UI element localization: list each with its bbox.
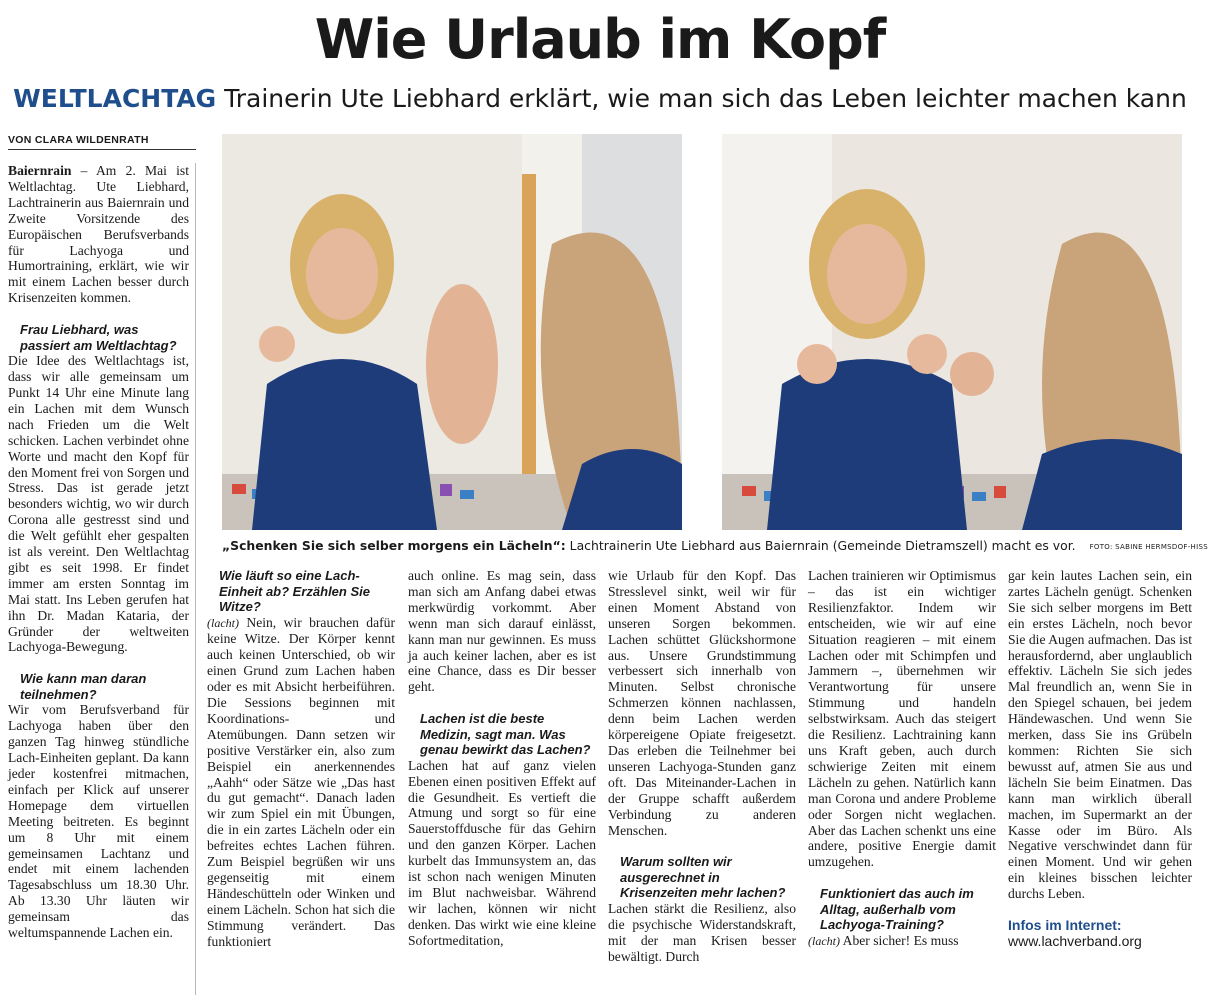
photo-credit: FOTO: SABINE HERMSDOF-HISS [1089,543,1208,551]
photo-thumbs-up [722,134,1182,530]
interview-question: Funktioniert das auch im Alltag, außerhalb vom Lachyoga-Training? [820,886,974,933]
location-dateline: Baiernrain [8,163,72,178]
photo-caption [222,538,1208,553]
interview-answer: Lachen hat auf ganz vielen Ebenen einen positiven Effekt auf die Gesundheit. Es vertieft die Atmung und sorgt so für eine Sauerstoffdusche für das Gehirn und den ganzen Körper. Lachen kurbelt das Immunsystem an, das ist schon nach wenigen Minuten im Blut nachweisbar. Während wir lachen, können wir nicht denken. Das wirkt wie eine kleine Sofortmeditation, [408,757,596,948]
article-column-1 [8,163,196,995]
interview-answer: auch online. Es mag sein, dass man sich am Anfang dabei etwas merkwürdig vorkommt. Aber wenn man sich darauf einlässt, kann man nur gewinnen. Es muss ja auch keiner lachen, aber es ist eine Chance, dass es Dir besser geht. [408,568,596,695]
interview-question: Lachen ist die beste Medizin, sagt man. Was genau bewirkt das Lachen? [420,711,591,758]
interview-question: Wie kann man daran teilnehmen? [20,671,147,702]
subheadline-text: Trainerin Ute Liebhard erklärt, wie man sich das Leben leichter machen kann [224,84,1187,113]
byline: VON CLARA WILDENRATH [8,134,196,150]
article-column-4 [608,568,796,996]
interview-answer: gar kein lautes Lachen sein, ein zartes Lächeln genügt. Schenken Sie sich selber morgens im Bett ein erstes Lächeln, noch bevor Sie die Augen aufmachen. Das ist herausfordernd, aber unglaublich effektiv. Lächeln Sie sich jedes Mal freundlich an, wenn Sie in den Spiegel schauen, bei jedem Händewaschen. Und wenn Sie merken, dass Sie ins Grübeln kommen: Richten Sie sich bewusst auf, atmen Sie aus und lächeln Sie beim Einatmen. Das kann man wirklich überall machen, im Supermarkt an der Kasse oder im Büro. Als Negative verschwindet dann für einen Moment. Und wir gehen ein kleines bisschen leichter durchs Leben. [1008,568,1192,902]
interview-answer: Lachen stärkt die Resilienz, also die psychische Widerstandskraft, mit der man Krisen besser bewältigt. Durch [608,900,796,964]
article-column-3 [408,568,596,996]
subheadline-kicker: WELTLACHTAG [13,84,217,113]
caption-text: Lachtrainerin Ute Liebhard aus Baiernrain (Gemeinde Dietramszell) macht es vor. [569,538,1076,553]
interview-question: Frau Liebhard, was passiert am Weltlachtag? [20,322,177,353]
caption-quote: „Schenken Sie sich selber morgens ein Lächeln“: [222,538,566,553]
infos-link[interactable]: www.lachverband.org [1008,932,1142,949]
article-column-5 [808,568,996,996]
headline: Wie Urlaub im Kopf [314,8,886,71]
photo-mirror-gesture [222,134,682,530]
interview-question: Wie läuft so eine Lach-Einheit ab? Erzählen Sie Witze? [219,568,370,614]
interview-answer: Wir vom Berufsverband für Lachyoga haben über den ganzen Tag hinweg stündliche Lach-Einheiten geplant. Da kann jeder kostenfrei mitmachen, einfach per Klick auf unserer Homepage dem virtuellen Meeting beitreten. Es beginnt um 8 Uhr mit einem gemeinsamen Lachtanz und endet mit einem lachenden Tagesabschluss um 18.30 Uhr. Ab 13.30 Uhr läuten wir gemeinsam das weltumspannende Lachen ein. [8,702,189,941]
infos-title: Infos im Internet: [1008,917,1122,934]
interview-answer: (lacht) Aber sicher! Es muss [808,932,959,948]
article-column-2 [207,568,395,996]
intro-paragraph: Baiernrain – Am 2. Mai ist Weltlachtag. Ute Liebhard, Lachtrainerin aus Baiernrain und Zweite Vorsitzende des Europäischen Berufsverbands für Lachyoga und Humortraining, erklärt, wie wir mit einem Lachen besser durch Krisenzeiten kommen. [8,163,189,306]
article-column-6 [1008,568,1192,996]
subheadline [0,84,1200,113]
interview-answer: Die Idee des Weltlachtags ist, dass wir alle gemeinsam um Punkt 14 Uhr eine Minute lang ein Lachen mit dem Wunsch nach Frieden um die Welt schicken. Lachen verbindet ohne Worte und macht den Kopf für den Moment frei von Sorgen und Stress. Das ist gerade jetzt besonders wichtig, wo wir durch Corona alle gestresst sind und die Welt gefühlt eher gespalten ist als vereint. Den Weltlachtag gibt es seit 1998. Er findet immer am ersten Sonntag im Mai statt. Ins Leben gerufen hat ihn Dr. Madan Kataria, der Gründer der weltweiten Lachyoga-Bewegung. [8,353,189,655]
interview-question: Warum sollten wir ausgerechnet in Krisenzeiten mehr lachen? [620,854,786,901]
interview-answer: wie Urlaub für den Kopf. Das Stresslevel sinkt, weil wir für einen Moment Abstand von unseren Sorgen bekommen. Lachen schüttet Glückshormone aus. Unsere Grundstimmung verbessert sich innerhalb von Minuten. Selbst chronische Schmerzen können nachlassen, denn beim Lachen werden körpereigene Opiate freigesetzt. Das erleben die Teilnehmer bei unseren Lachyoga-Stunden ganz oft. Das Miteinander-Lachen in der Gruppe schafft außerdem Verbindung zu anderen Menschen. [608,568,796,838]
interview-answer: (lacht) Nein, wir brauchen dafür keine Witze. Der Körper kennt auch keinen Unterschied, ob wir einen Grund zum Lachen haben oder es mit Absicht herbeiführen. Die Sessions beginnen mit Koordinations- und Atemübungen. Dann setzen wir positive Verstärker ein, also zum Beispiel ein anerkennendes „Aahh“ oder Sätze wie „Das hast du gut gemacht“. Danach laden wir zum Spiel ein mit Übungen, die in ein zartes Lächeln oder ein befreites echtes Lachen führen. Zum Beispiel begrüßen wir uns gegenseitig mit einem Händeschütteln oder Winken und einem Lächeln. Schon hat sich die Stimmung verändert. Das funktioniert [207,614,395,949]
interview-answer: Lachen trainieren wir Optimismus – das ist ein wichtiger Resilienzfaktor. Indem wir entscheiden, wie wir auf eine Situation reagieren – mit einem Lachen oder mit Schimpfen und Jammern –, übernehmen wir Verantwortung für unsere Stimmung und handeln selbstwirksam. Auch das steigert die Resilienz. Lachtraining kann uns Kraft geben, auch durch schwierige Zeiten mit einem Lächeln zu gehen. Natürlich kann man Corona und andere Probleme oder Sorgen nicht weglachen. Aber das Lachen schenkt uns eine andere, positive Energie damit umzugehen. [808,568,996,870]
